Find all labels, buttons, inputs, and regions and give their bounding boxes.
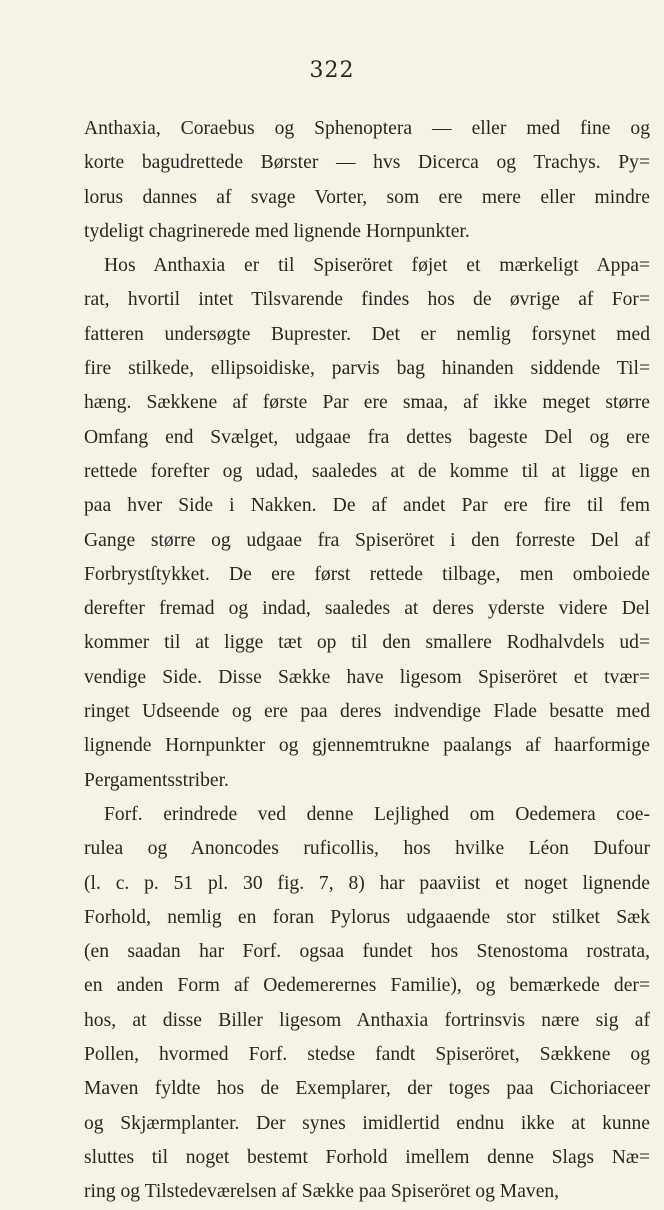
text-line: og Skjærmplanter. Der synes imidlertid endnu ikke at kunne bbox=[84, 1112, 650, 1134]
page-number: 322 bbox=[309, 58, 355, 83]
text-line: en anden Form af Oedemerernes Familie), og bemærkede der= bbox=[84, 975, 650, 997]
text-line: (l. c. p. 51 pl. 30 fig. 7, 8) har paaviist et noget lignende bbox=[84, 872, 650, 894]
text-line: vendige Side. Disse Sække have ligesom Spiseröret et tvær= bbox=[84, 666, 650, 688]
text-line: ring og Tilstedeværelsen af Sække paa Spiseröret og Maven, bbox=[84, 1181, 560, 1203]
text-line: Pergamentsstriber. bbox=[84, 769, 229, 791]
text-line: rulea og Anoncodes ruficollis, hos hvilke Léon Dufour bbox=[84, 838, 650, 860]
text-line: Maven fyldte hos de Exemplarer, der toges paa Cichoriaceer bbox=[84, 1078, 650, 1100]
text-line: tydeligt chagrinerede med lignende Hornpunkter. bbox=[84, 220, 470, 242]
text-line: paa hver Side i Nakken. De af andet Par ere fire til fem bbox=[84, 495, 650, 517]
text-line: rat, hvortil intet Tilsvarende findes hos de øvrige af For= bbox=[84, 289, 650, 311]
text-line: kommer til at ligge tæt op til den smallere Rodhalvdels ud= bbox=[84, 632, 650, 654]
text-line: Gange større og udgaae fra Spiseröret i den forreste Del af bbox=[84, 529, 650, 551]
text-line: Omfang end Svælget, udgaae fra dettes bageste Del og ere bbox=[84, 426, 650, 448]
body-text bbox=[84, 112, 650, 1210]
text-line: ringet Udseende og ere paa deres indvendige Flade besatte med bbox=[84, 701, 650, 723]
text-line: korte bagudrettede Børster — hvs Dicerca og Trachys. Py= bbox=[84, 152, 650, 174]
text-line: Forbrystſtykket. De ere først rettede tilbage, men omboiede bbox=[84, 563, 650, 585]
text-line: rettede forefter og udad, saaledes at de komme til at ligge en bbox=[84, 460, 650, 482]
text-line: fatteren undersøgte Buprester. Det er nemlig forsynet med bbox=[84, 323, 650, 345]
text-line: Forhold, nemlig en foran Pylorus udgaaende stor stilket Sæk bbox=[84, 906, 650, 928]
text-line: (en saadan har Forf. ogsaa fundet hos Stenostoma rostrata, bbox=[84, 941, 650, 963]
text-line: lorus dannes af svage Vorter, som ere mere eller mindre bbox=[84, 186, 650, 208]
text-line: sluttes til noget bestemt Forhold imellem denne Slags Næ= bbox=[84, 1146, 650, 1168]
text-line: Anthaxia, Coraebus og Sphenoptera — eller med fine og bbox=[84, 118, 650, 139]
text-line: derefter fremad og indad, saaledes at deres yderste videre Del bbox=[84, 598, 650, 620]
text-line: hæng. Sækkene af første Par ere smaa, af ikke meget større bbox=[84, 392, 650, 414]
text-line: fire stilkede, ellipsoidiske, parvis bag hinanden siddende Til= bbox=[84, 358, 650, 380]
text-line: Hos Anthaxia er til Spiseröret føjet et mærkeligt Appa= bbox=[104, 255, 650, 277]
text-line: hos, at disse Biller ligesom Anthaxia fortrinsvis nære sig af bbox=[84, 1009, 650, 1031]
text-line: lignende Hornpunkter og gjennemtrukne paalangs af haarformige bbox=[84, 735, 650, 757]
text-line: Forf. erindrede ved denne Lejlighed om Oedemera coe- bbox=[104, 803, 650, 825]
text-line: Pollen, hvormed Forf. stedse fandt Spiseröret, Sækkene og bbox=[84, 1044, 650, 1066]
